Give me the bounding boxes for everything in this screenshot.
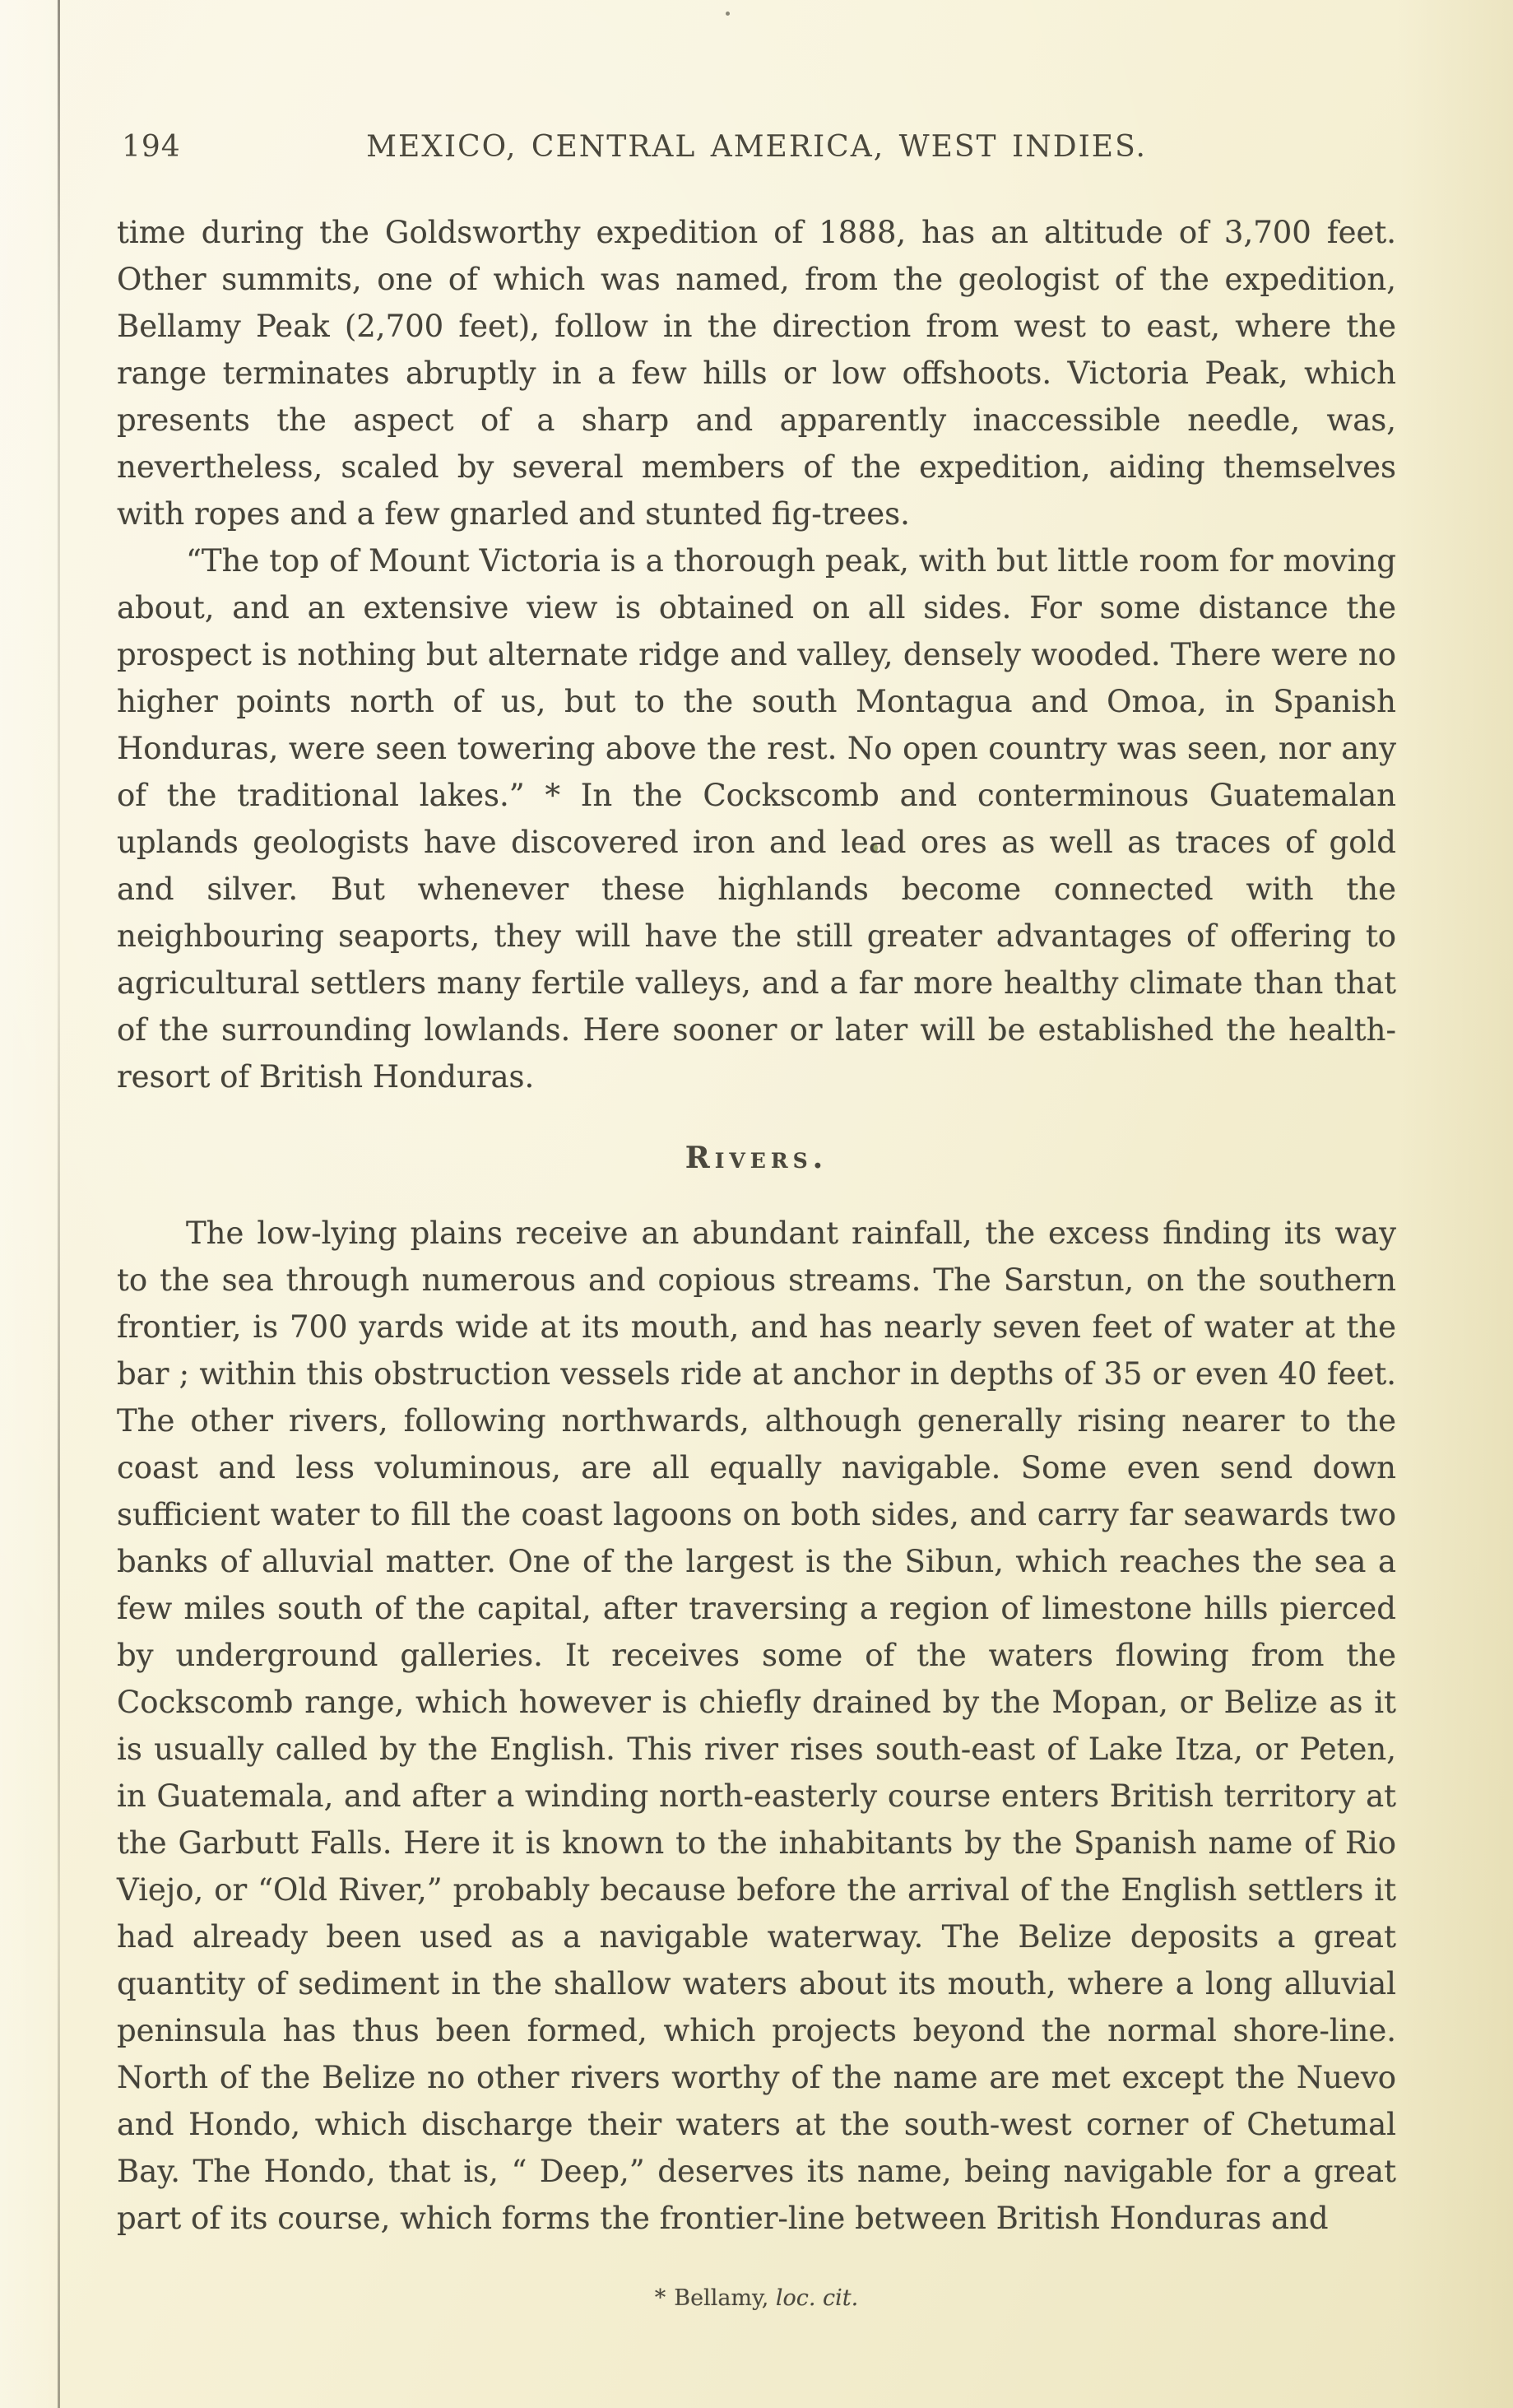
scan-left-edge-line <box>58 0 60 2408</box>
paragraph-summits-continuation: time during the Goldsworthy expedition of 1888, has an altitude of 3,700 feet. Other summits, one of which was named, from the geologist of the expedition, Bellamy Peak (2,700 feet), follow in the direction from west to east, where the range terminates abruptly in a few hills or low offshoots. Victoria Peak, which presents the aspect of a sharp and apparently inaccessible needle, was, nevertheless, scaled by several members of the expedition, aiding themselves with ropes and a few gnarled and stunted fig-trees. <box>117 215 1396 532</box>
footnote-author: Bellamy, <box>674 2285 769 2311</box>
running-title: MEXICO, CENTRAL AMERICA, WEST INDIES. <box>366 130 1147 164</box>
running-head <box>117 130 1396 165</box>
footnote <box>117 2285 1396 2313</box>
paragraph-mount-victoria-quote: “The top of Mount Victoria is a thorough peak, with but little room for moving about, and an extensive view is obtained on all sides. For some distance the prospect is nothing but alternate ridge and valley, densely wooded. There were no higher points north of us, but to the south Montagua and Omoa, in Spanish Honduras, were seen towering above the rest. No open country was seen, nor any of the traditional lakes.” * In the Cockscomb and conterminous Guatemalan uplands geologists have discovered iron and lead ores as well as traces of gold and silver. But whenever these highlands become connected with the neighbouring seaports, they will have the still greater advantages of offering to agricultural settlers many fertile valleys, and a far more healthy climate than that of the surrounding lowlands. Here sooner or later will be established the health-resort of British Honduras. <box>117 543 1396 1095</box>
paragraph-rivers: The low-lying plains receive an abundant rainfall, the excess finding its way to the sea through numerous and copious streams. The Sarstun, on the southern frontier, is 700 yards wide at its mouth, and has nearly seven feet of water at the bar ; within this obstruction vessels ride at anchor in depths of 35 or even 40 feet. The other rivers, following northwards, although generally rising nearer to the coast and less voluminous, are all equally navigable. Some even send down sufficient water to fill the coast lagoons on both sides, and carry far seawards two banks of alluvial matter. One of the largest is the Sibun, which reaches the sea a few miles south of the capital, after traversing a region of limestone hills pierced by underground galleries. It receives some of the waters flowing from the Cockscomb range, which however is chiefly drained by the Mopan, or Belize as it is usually called by the English. This river rises south-east of Lake Itza, or Peten, in Guatemala, and after a winding north-easterly course enters British territory at the Garbutt Falls. Here it is known to the inhabitants by the Spanish name of Rio Viejo, or “Old River,” probably because before the arrival of the English settlers it had already been used as a navigable waterway. The Belize deposits a great quantity of sediment in the shallow waters about its mouth, where a long alluvial peninsula has thus been formed, which projects beyond the normal shore-line. North of the Belize no other rivers worthy of the name are met except the Nuevo and Hondo, which discharge their waters at the south-west corner of Chetumal Bay. The Hondo, that is, “ Deep,” deserves its name, being navigable for a great part of its course, which forms the frontier-line between British Honduras and <box>117 1216 1396 2236</box>
footnote-work-italic: loc. cit. <box>775 2285 859 2311</box>
section-heading-rivers: Rivers. <box>685 1141 828 1175</box>
scan-left-margin-strip <box>0 0 58 2408</box>
page-number: 194 <box>122 130 181 164</box>
body-text <box>117 209 1396 2313</box>
scan-speck <box>726 12 730 16</box>
scan-right-edge-shading <box>1398 0 1513 2408</box>
footnote-marker: * <box>654 2285 666 2311</box>
page-content <box>117 130 1396 2313</box>
